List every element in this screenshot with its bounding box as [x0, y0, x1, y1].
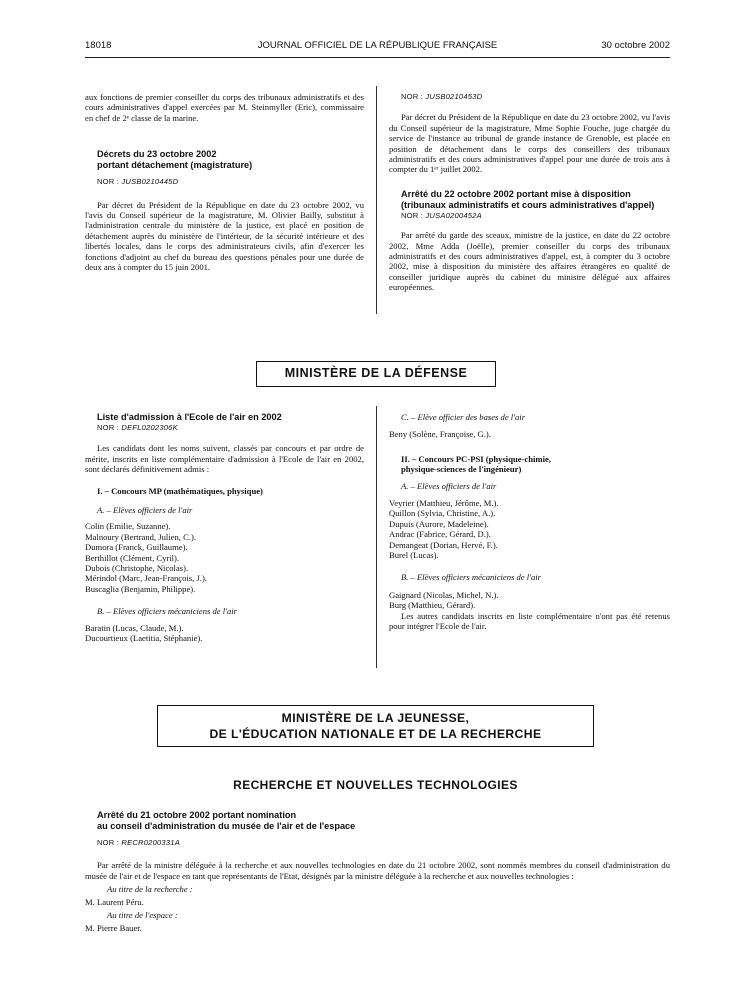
list-item: Buscaglia (Benjamin, Philippe). — [85, 583, 196, 594]
list-item: Ducourtieux (Laetitia, Stéphanie). — [85, 633, 203, 644]
nor-reference: NOR : JUSB0210445D — [97, 177, 179, 187]
list-item: Burel (Lucas). — [389, 550, 439, 561]
subsection-a: A. – Elèves officiers de l'air — [401, 480, 497, 491]
subsection-a: A. – Elèves officiers de l'air — [97, 505, 193, 516]
list-item: Beny (Solène, Françoise, G.). — [389, 429, 491, 440]
ministry-education-box — [157, 705, 594, 747]
name-list — [389, 498, 670, 560]
defense-left-column — [85, 412, 364, 644]
list-item: Dupuis (Aurore, Madeleine). — [389, 518, 489, 529]
label-recherche: Au titre de la recherche : — [107, 884, 193, 895]
subsection-b: B. – Elèves officiers mécaniciens de l'air — [97, 606, 238, 617]
arrete-body: Par arrêté du garde des sceaux, ministre de la justice, en date du 22 octobre 2002, Mme Adda (Joëlle), premier conseiller du corps des tribunaux administratifs et des cours administratives d'appel, est, à compter du 3 octobre 2002, mise à disposition du ministère des affaires étrangères en qualité de conseiller juridique auprès du cabinet du ministre délégué aux affaires européennes. — [389, 230, 670, 293]
header-rule — [85, 57, 670, 58]
member-recherche: M. Laurent Péru. — [85, 897, 144, 908]
section-concours-pc-psi-line2: physique-sciences de l'ingénieur) — [401, 464, 522, 475]
issue-date: 30 octobre 2002 — [601, 40, 670, 51]
subsection-b: B. – Elèves officiers mécaniciens de l'air — [401, 572, 542, 583]
name-list — [389, 590, 670, 611]
list-item: Colin (Emilie, Suzanne). — [85, 521, 171, 532]
label-espace: Au titre de l'espace : — [107, 910, 178, 921]
defense-intro: Les candidats dont les noms suivent, classés par concours et par ordre de mérite, inscrits en liste complémentaire d'admission à l'Ecole de l'air en 2002, sont déclarés définitivement admis : — [85, 443, 364, 475]
education-section — [85, 810, 670, 935]
list-item: Gaignard (Nicolas, Michel, N.). — [389, 589, 499, 600]
list-item: Dumora (Franck, Guillaume). — [85, 542, 188, 553]
defense-closing: Les autres candidats inscrits en liste complémentaire n'ont pas été retenus pour intégrer l'Ecole de l'air. — [389, 610, 670, 632]
decree-title-line2: portant détachement (magistrature) — [97, 160, 253, 171]
ministry-defense-box — [256, 361, 496, 387]
list-item: Veyrier (Matthieu, Jérôme, M.). — [389, 498, 499, 509]
name-list — [85, 521, 364, 594]
ministry-education-line1: MINISTÈRE DE LA JEUNESSE, — [281, 711, 470, 725]
decree-body: Par décret du Président de la République en date du 23 octobre 2002, vu l'avis du Conseil supérieur de la magistrature, Mme Sophie Fouche, juge chargée du service de l'instance au tribunal de grande instance de Grenoble, est placée en position de détachement dans le corps des conseillers des tribunaux administratifs et des cours administratives d'appel pour une durée de trois ans à compter du 1ᵉʳ juillet 2002. — [389, 112, 670, 175]
column-divider-defense — [376, 406, 377, 668]
column-divider-top — [376, 86, 377, 314]
ministry-education-line2: DE L'ÉDUCATION NATIONALE ET DE LA RECHERCHE — [209, 727, 542, 741]
subsection-c: C. – Elève officier des bases de l'air — [401, 412, 526, 422]
list-item: Demangeat (Dorian, Hervé, F.). — [389, 539, 498, 550]
education-arrete-title-line1: Arrêté du 21 octobre 2002 portant nomination — [97, 810, 297, 820]
name-list — [85, 623, 364, 644]
defense-right-column — [389, 412, 670, 632]
nor-reference: NOR : JUSA0200452A — [401, 210, 482, 220]
top-left-column — [85, 92, 364, 272]
section-concours-mp: I. – Concours MP (mathématiques, physique) — [97, 485, 263, 496]
list-item: Berthillot (Clément, Cyril). — [85, 552, 180, 563]
journal-title: JOURNAL OFFICIEL DE LA RÉPUBLIQUE FRANÇAISE — [257, 40, 498, 51]
top-right-column — [389, 92, 670, 293]
list-item: Burg (Matthieu, Gérard). — [389, 600, 476, 611]
section-concours-pc-psi-line1: II. – Concours PC-PSI (physique-chimie, — [401, 453, 551, 464]
running-header — [85, 40, 670, 56]
member-espace: M. Pierre Bauer. — [85, 923, 142, 934]
arrete-title-line1: Arrêté du 22 octobre 2002 portant mise à disposition — [401, 188, 631, 199]
decree-body: Par décret du Président de la République en date du 23 octobre 2002, vu l'avis du Conseil supérieur de la magistrature, M. Olivier Bailly, substitut à l'administration centrale du ministère de la justice, est placé en position de détachement auprès du ministère de l'intérieur, de la sécurité intérieure et des libertés locales, dans le corps des administrateurs civils, afin d'exercer les fonctions d'adjoint au chef du bureau des questions pénales pour une durée de deux ans à compter du 15 juin 2001. — [85, 199, 364, 273]
name-list — [389, 429, 670, 439]
sub-ministry-title: RECHERCHE ET NOUVELLES TECHNOLOGIES — [233, 778, 518, 792]
page-number: 18018 — [85, 40, 112, 51]
education-arrete-title-line2: au conseil d'administration du musée de l'air et de l'espace — [97, 821, 356, 831]
nor-reference: NOR : JUSB0210453D — [401, 92, 483, 101]
list-item: Dubois (Christophe, Nicolas). — [85, 563, 189, 574]
list-item: Mérindol (Marc, Jean-François, J.). — [85, 573, 207, 584]
defense-list-title: Liste d'admission à l'Ecole de l'air en 2002 — [97, 412, 282, 422]
arrete-title-line2: (tribunaux administratifs et cours administratives d'appel) — [401, 199, 655, 210]
nor-reference: NOR : RECR0200331A — [97, 838, 180, 847]
continuation-paragraph: aux fonctions de premier conseiller du corps des tribunaux administratifs et des cours administratives d'appel exercées par M. Steinmyller (Eric), commissaire en chef de 2ᵉ classe de la marine. — [85, 92, 364, 123]
list-item: Andrac (Fabrice, Gérard, D.). — [389, 529, 491, 540]
nor-reference: NOR : DEFL0202306K — [97, 423, 178, 432]
list-item: Malnoury (Bertrand, Julien, C.). — [85, 531, 196, 542]
list-item: Quillon (Sylvia, Christine, A.). — [389, 508, 496, 519]
list-item: Baratin (Lucas, Claude, M.). — [85, 622, 184, 633]
decree-title-line1: Décrets du 23 octobre 2002 — [97, 149, 217, 160]
ministry-defense-title: MINISTÈRE DE LA DÉFENSE — [284, 366, 468, 380]
education-body: Par arrêté de la ministre déléguée à la recherche et aux nouvelles technologies en date du 21 octobre 2002, sont nommés membres du conseil d'administration du musée de l'air et de l'espace en tant que représentants de l'Etat, désignés par la ministre déléguée à la recherche et aux nouvelles technologies : — [85, 860, 670, 881]
